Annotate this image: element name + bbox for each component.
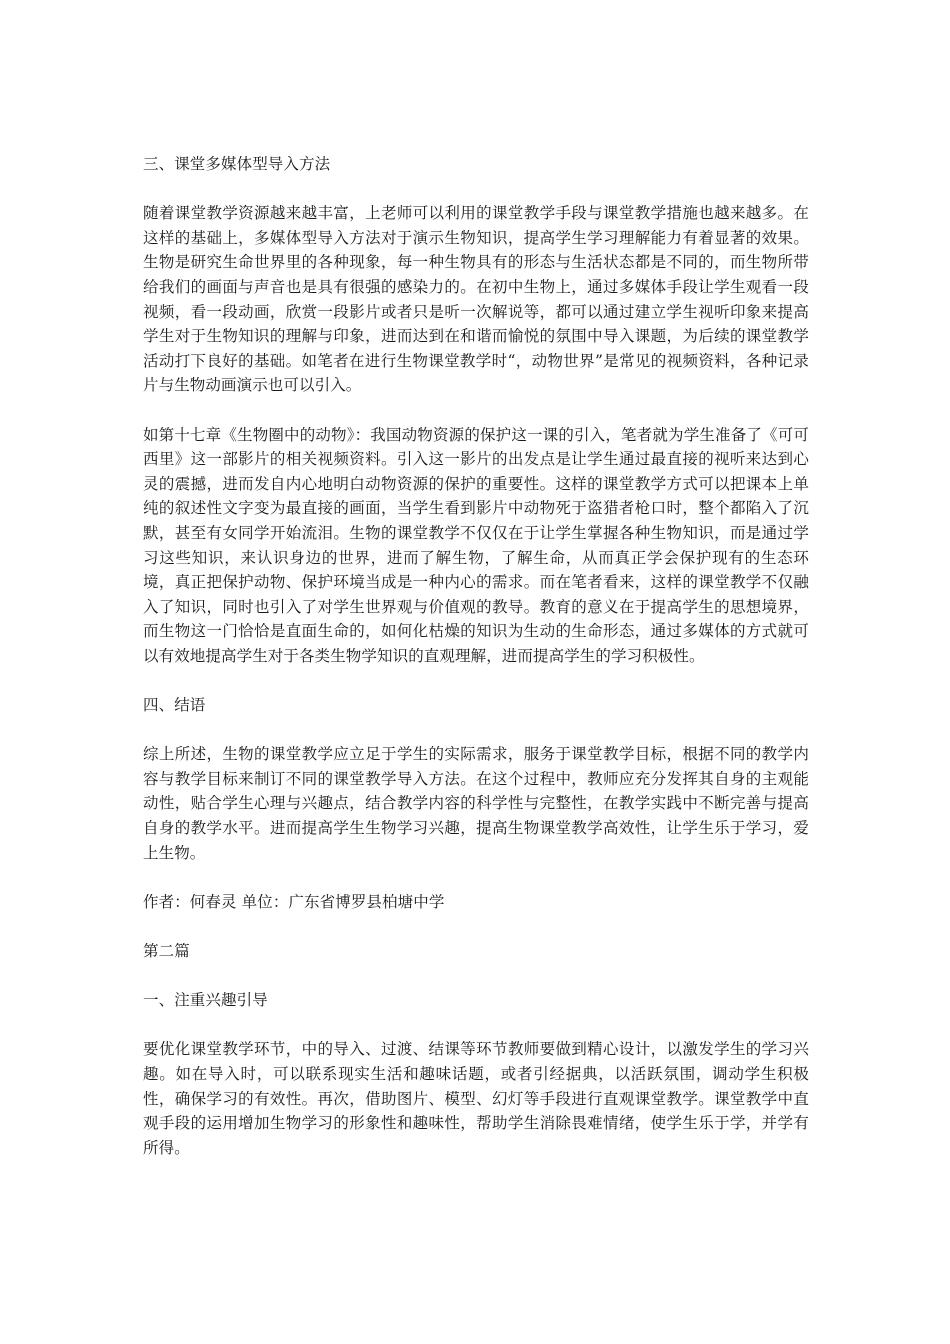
- part2-section1-paragraph: 要优化课堂教学环节，中的导入、过渡、结课等环节教师要做到精心设计，以激发学生的学习兴趣。如在导入时，可以联系现实生活和趣味话题，或者引经据典，以活跃氛围，调动学生积极性，确保学习的有效性。再次，借助图片、模型、幻灯等手段进行直观课堂教学。课堂教学中直观手段的运用增加生物学习的形象性和趣味性，帮助学生消除畏难情绪，使学生乐于学，并学有所得。: [143, 1040, 809, 1157]
- section3-paragraph-1: 随着课堂教学资源越来越丰富，上老师可以利用的课堂教学手段与课堂教学措施也越来越多。在这样的基础上，多媒体型导入方法对于演示生物知识，提高学生学习理解能力有着显著的效果。生物是研究生命世界里的各种现象，每一种生物具有的形态与生活状态都是不同的，而生物所带给我们的画面与声音也是具有很强的感染力的。在初中生物上，通过多媒体手段让学生观看一段视频，看一段动画，欣赏一段影片或者只是听一次解说等，都可以通过建立学生视听印象来提高学生对于生物知识的理解与印象，进而达到在和谐而愉悦的氛围中导入课题，为后续的课堂教学活动打下良好的基础。如笔者在进行生物课堂教学时“，动物世界”是常见的视频资料，各种记录片与生物动画演示也可以引入。: [143, 204, 809, 395]
- section4-heading: 四、结语: [143, 696, 206, 715]
- part2-heading: 第二篇: [143, 942, 190, 960]
- document-page: [143, 152, 809, 1185]
- section3-heading: 三、课堂多媒体型导入方法: [143, 155, 331, 173]
- section3-paragraph-2: 如第十七章《生物圈中的动物》：我国动物资源的保护这一课的引入，笔者就为学生准备了《可可西里》这一部影片的相关视频资料。引入这一影片的出发点是让学生通过最直接的视听来达到心灵的震撼，进而发自内心地明白动物资源的保护的重要性。这样的课堂教学方式可以把课本上单纯的叙述性文字变为最直接的画面，当学生看到影片中动物死于盗猎者枪口时，整个都陷入了沉默，甚至有女同学开始流泪。生物的课堂教学不仅仅在于让学生掌握各种生物知识，而是通过学习这些知识，来认识身边的世界，进而了解生物，了解生命，从而真正学会保护现有的生态环境，真正把保护动物、保护环境当成是一种内心的需求。而在笔者看来，这样的课堂教学不仅融入了知识，同时也引入了对学生世界观与价值观的教导。教育的意义在于提高学生的思想境界，而生物这一门恰恰是直面生命的，如何化枯燥的知识为生动的生命形态，通过多媒体的方式就可以有效地提高学生对于各类生物学知识的直观理解，进而提高学生的学习积极性。: [143, 425, 809, 665]
- part2-section1-heading: 一、注重兴趣引导: [143, 991, 268, 1010]
- section4-paragraph: 综上所述，生物的课堂教学应立足于学生的实际需求，服务于课堂教学目标，根据不同的教学内容与教学目标来制订不同的课堂教学导入方法。在这个过程中，教师应充分发挥其自身的主观能动性，贴合学生心理与兴趣点，结合教学内容的科学性与完整性，在教学实践中不断完善与提高自身的教学水平。进而提高学生生物学习兴趣，提高生物课堂教学高效性，让学生乐于学习，爱上生物。: [143, 745, 809, 862]
- author-line: 作者：何春灵 单位：广东省博罗县柏塘中学: [143, 892, 445, 911]
